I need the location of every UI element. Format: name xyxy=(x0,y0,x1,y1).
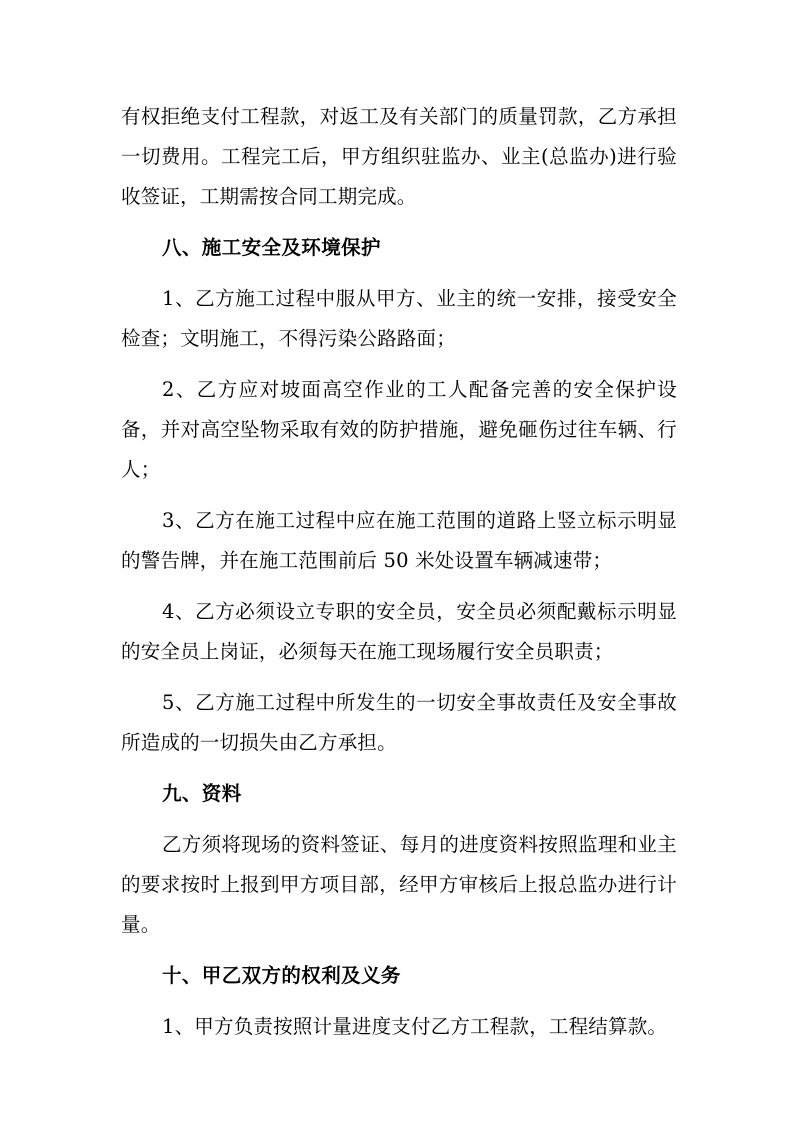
spacer xyxy=(121,945,677,956)
paragraph-8-1: 1、乙方施工过程中服从甲方、业主的统一安排，接受安全检查；文明施工，不得污染公路路面； xyxy=(121,287,677,350)
paragraph-8-4: 4、乙方必须设立专职的安全员，安全员必须配戴标示明显的安全员上岗证，必须每天在施工现场履行安全员职责； xyxy=(121,600,677,663)
spacer xyxy=(121,359,677,370)
spacer xyxy=(121,268,677,279)
spacer xyxy=(121,581,677,592)
spacer xyxy=(121,217,677,228)
section-heading-9: 九、资料 xyxy=(162,782,242,805)
paragraph-payment-terms: 有权拒绝支付工程款，对返工及有关部门的质量罚款，乙方承担一切费用。工程完工后，甲方组织驻监办、业主(总监办)进行验收签证，工期需按合同工期完成。 xyxy=(121,105,677,208)
section-heading-10: 十、甲乙双方的权利及义务 xyxy=(162,964,401,987)
paragraph-8-2: 2、乙方应对坡面高空作业的工人配备完善的安全保护设备，并对高空坠物采取有效的防护措施，避免砸伤过往车辆、行人； xyxy=(121,378,677,481)
spacer xyxy=(121,814,677,825)
paragraph-8-3: 3、乙方在施工过程中应在施工范围的道路上竖立标示明显的警告牌，并在施工范围前后 50 米处设置车辆减速带； xyxy=(121,509,677,572)
paragraph-8-5: 5、乙方施工过程中所发生的一切安全事故责任及安全事故所造成的一切损失由乙方承担。 xyxy=(121,691,677,754)
spacer xyxy=(121,996,677,1007)
section-heading-8: 八、施工安全及环境保护 xyxy=(162,236,381,259)
paragraph-9-1: 乙方须将现场的资料签证、每月的进度资料按照监理和业主的要求按时上报到甲方项目部，经甲方审核后上报总监办进行计量。 xyxy=(121,833,677,936)
document-body xyxy=(121,97,677,1047)
paragraph-10-1: 1、甲方负责按照计量进度支付乙方工程款，工程结算款。 xyxy=(162,1015,668,1038)
spacer xyxy=(121,672,677,683)
spacer xyxy=(121,490,677,501)
spacer xyxy=(121,763,677,774)
